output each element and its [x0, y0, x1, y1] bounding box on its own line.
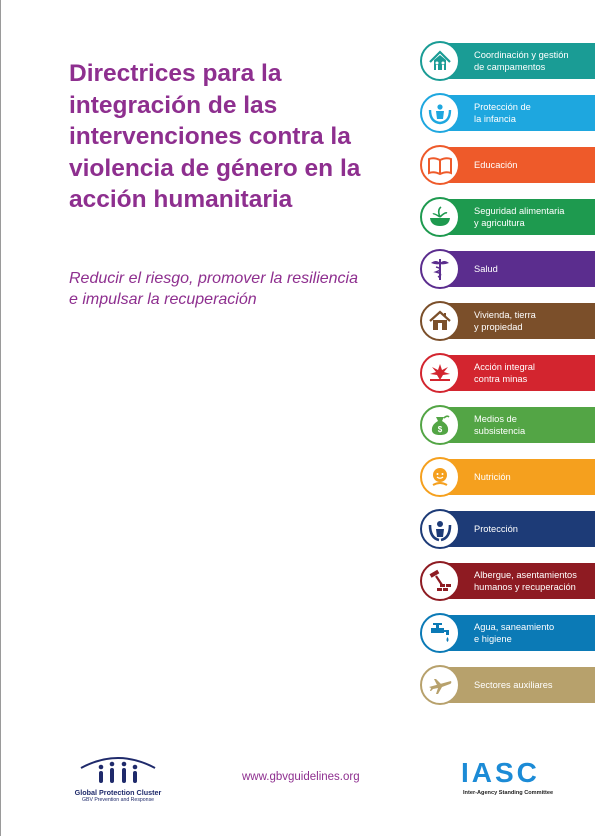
sector-item — [420, 145, 595, 185]
sector-label: Protección — [474, 523, 518, 534]
sector-bar — [439, 95, 595, 131]
sector-bar — [439, 303, 595, 339]
sector-bar — [439, 563, 595, 599]
sector-bar — [439, 407, 595, 443]
sector-item — [420, 93, 595, 133]
sector-label: Coordinación y gestión de campamentos — [474, 49, 569, 72]
global-protection-cluster-logo — [63, 752, 173, 812]
camp-icon — [420, 41, 460, 81]
cover-subtitle: Reducir el riesgo, promover la resiliencia e impulsar la recuperación — [69, 270, 359, 308]
gpc-name: Global Protection Cluster — [74, 788, 162, 797]
book-icon — [420, 145, 460, 185]
sector-item — [420, 457, 595, 497]
iasc-wordmark: IASC — [461, 757, 540, 788]
sector-label: Protección de la infancia — [474, 101, 531, 124]
sector-item — [420, 249, 595, 289]
water-tap-icon — [420, 613, 460, 653]
food-bowl-icon — [420, 197, 460, 237]
sector-bar — [439, 355, 595, 391]
sector-bar — [439, 615, 595, 651]
gpc-people-arc-icon — [77, 752, 159, 786]
sector-label: Vivienda, tierra y propiedad — [474, 309, 536, 332]
sector-item — [420, 405, 595, 445]
sector-bar — [439, 459, 595, 495]
sector-item — [420, 509, 595, 549]
sector-item — [420, 301, 595, 341]
sector-bar — [439, 251, 595, 287]
sector-label: Albergue, asentamientos humanos y recuperación — [474, 569, 577, 592]
sector-item — [420, 613, 595, 653]
svg-text:$: $ — [437, 425, 443, 434]
sector-label: Agua, saneamiento e higiene — [474, 621, 555, 644]
mine-explosion-icon — [420, 353, 460, 393]
sector-item — [420, 353, 595, 393]
website-url: www.gbvguidelines.org — [242, 771, 360, 783]
protection-hands-icon — [420, 509, 460, 549]
airplane-icon — [420, 665, 460, 705]
iasc-full-name: Inter-Agency Standing Committee — [463, 790, 554, 796]
sector-bar — [439, 43, 595, 79]
sector-bar — [439, 511, 595, 547]
money-bag-icon — [420, 405, 460, 445]
gpc-subtitle: GBV Prevention and Response — [81, 797, 155, 803]
sector-bar — [439, 199, 595, 235]
sector-item — [420, 561, 595, 601]
child-face-icon — [420, 457, 460, 497]
iasc-logo — [447, 758, 577, 796]
sector-item — [420, 665, 595, 705]
sector-label: Sectores auxiliares — [474, 679, 553, 690]
house-icon — [420, 301, 460, 341]
sector-item — [420, 197, 595, 237]
cover-title: Directrices para la integración de las intervenciones contra la violencia de género en la acción humanitaria — [69, 60, 361, 213]
child-protection-icon — [420, 93, 460, 133]
sector-label: Nutrición — [474, 471, 511, 482]
sector-bar — [439, 667, 595, 703]
sector-label: Educación — [474, 159, 518, 170]
sector-label: Salud — [474, 263, 498, 274]
sector-bar — [439, 147, 595, 183]
sector-label: Medios de subsistencia — [474, 413, 526, 436]
hammer-bricks-icon — [420, 561, 460, 601]
sector-label: Acción integral contra minas — [474, 361, 535, 384]
sector-item — [420, 41, 595, 81]
sector-label: Seguridad alimentaria y agricultura — [474, 205, 565, 228]
caduceus-icon — [420, 249, 460, 289]
